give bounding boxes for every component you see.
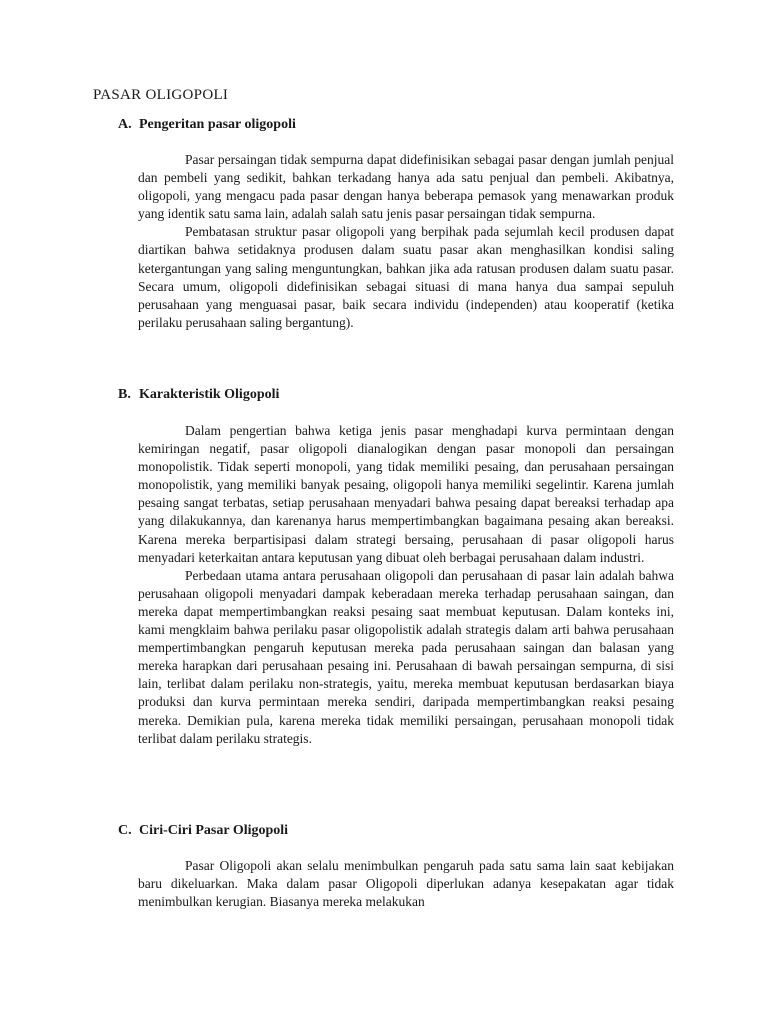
section-letter: A. (118, 117, 132, 132)
section-letter: B. (118, 387, 131, 402)
section-body-a (138, 151, 674, 332)
section-title: Ciri-Ciri Pasar Oligopoli (139, 823, 289, 838)
section-title: Pengeritan pasar oligopoli (139, 117, 296, 132)
section-letter: C. (118, 823, 132, 838)
paragraph: Perbedaan utama antara perusahaan oligopoli dan perusahaan di pasar lain adalah bahwa perusahaan oligopoli menyadari dampak keberadaan mereka terhadap perusahaan saingan, dan mereka dapat mempertimbangkan reaksi pesaing saat membuat keputusan. Dalam konteks ini, kami mengklaim bahwa perilaku pasar oligopolistik adalah strategis dalam arti bahwa perusahaan mempertimbangkan pengaruh keputusan mereka pada perusahaan saingan dan balasan yang mereka harapkan dari perusahaan pesaing ini. Perusahaan di bawah persaingan sempurna, di sisi lain, terlibat dalam perilaku non-strategis, yaitu, mereka membuat keputusan berdasarkan biaya produksi dan kurva permintaan mereka sendiri, daripada mempertimbangkan reaksi pesaing mereka. Demikian pula, karena mereka tidak memiliki persaingan, perusahaan monopoli tidak terlibat dalam perilaku strategis. (138, 567, 674, 746)
section-heading-a (118, 116, 296, 134)
section-heading-b (118, 386, 279, 404)
paragraph: Pasar Oligopoli akan selalu menimbulkan pengaruh pada satu sama lain saat kebijakan baru dikeluarkan. Maka dalam pasar Oligopoli diperlukan adanya kesepakatan agar tidak menimbulkan kerugian. Biasanya mereka melakukan (138, 858, 674, 910)
section-title: Karakteristik Oligopoli (139, 387, 280, 402)
paragraph: Pasar persaingan tidak sempurna dapat didefinisikan sebagai pasar dengan jumlah penjual dan pembeli yang sedikit, bahkan terkadang hanya ada satu penjual dan pembeli. Akibatnya, oligopoli, yang mengacu pada pasar dengan hanya beberapa pemasok yang menawarkan produk yang identik satu sama lain, adalah salah satu jenis pasar persaingan tidak sempurna. (138, 152, 674, 222)
section-body-b (138, 422, 674, 748)
section-body-c (138, 857, 674, 911)
paragraph: Dalam pengertian bahwa ketiga jenis pasar menghadapi kurva permintaan dengan kemiringan negatif, pasar oligopoli dianalogikan dengan pasar monopoli dan persaingan monopolistik. Tidak seperti monopoli, yang tidak memiliki pesaing, dan perusahaan persaingan monopolistik, yang memiliki banyak pesaing, oligopoli hanya memiliki segelintir. Karena jumlah pesaing sangat terbatas, setiap perusahaan menyadari bahwa pesaing dapat bereaksi terhadap apa yang dilakukannya, dan karenanya harus mempertimbangkan bagaimana pesaing akan bereaksi. Karena mereka berpartisipasi dalam strategi bersaing, perusahaan di pasar oligopoli harus menyadari keterkaitan antara keputusan yang dibuat oleh berbagai perusahaan dalam industri. (138, 423, 674, 565)
section-heading-c (118, 822, 288, 840)
document-title: PASAR OLIGOPOLI (93, 87, 229, 103)
paragraph: Pembatasan struktur pasar oligopoli yang berpihak pada sejumlah kecil produsen dapat diartikan bahwa setidaknya produsen dalam suatu pasar akan menghasilkan kondisi saling ketergantungan yang saling menguntungkan, bahkan jika ada ratusan produsen dalam suatu pasar. Secara umum, oligopoli didefinisikan sebagai situasi di mana hanya dua sampai sepuluh perusahaan yang menguasai pasar, baik secara individu (independen) atau kooperatif (ketika perilaku perusahaan saling bergantung). (138, 224, 674, 330)
